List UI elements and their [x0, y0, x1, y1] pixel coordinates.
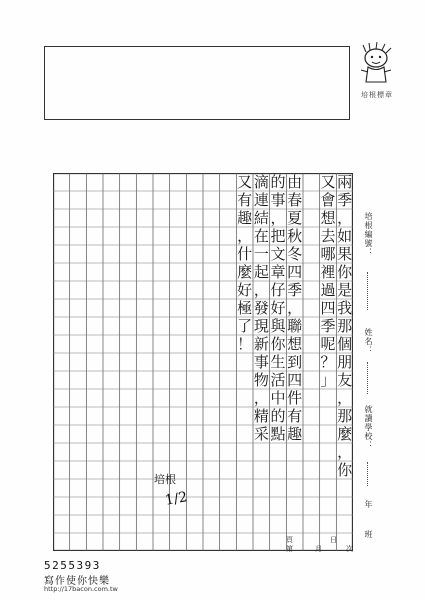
grid-character: 秋 [287, 227, 303, 245]
grid-character: 起 [253, 263, 269, 281]
grid-character: 呢 [320, 335, 336, 353]
grid-character: 四 [287, 263, 303, 281]
grid-character: 想 [287, 335, 303, 353]
grid-character: 冬 [287, 245, 303, 263]
footer-day: 日 [330, 536, 337, 544]
grid-character: 有 [237, 191, 253, 209]
grid-character: 連 [253, 191, 269, 209]
grid-character: 章 [270, 263, 286, 281]
grid-character: 又 [320, 173, 336, 191]
grid-character: 物 [253, 371, 269, 389]
website-url: http://17bacon.com.tw [44, 585, 118, 593]
grid-character: 麼 [237, 263, 253, 281]
grid-character: 件 [287, 389, 303, 407]
grid-character: 滴 [253, 173, 269, 191]
grid-character: 想 [320, 209, 336, 227]
grid-character: 好 [270, 299, 286, 317]
grid-character: 趣 [287, 425, 303, 443]
grid-character: 趣 [237, 209, 253, 227]
grid-character: 聯 [287, 317, 303, 335]
grid-character: 又 [237, 173, 253, 191]
grid-character: 裡 [320, 263, 336, 281]
grid-character: 點 [270, 425, 286, 443]
grid-character: 那 [337, 407, 353, 425]
grid-character: 去 [320, 227, 336, 245]
grid-character: 了 [237, 317, 253, 335]
grid-character: 兩 [337, 173, 353, 191]
teacher-signature: 培根 [154, 473, 176, 486]
footer-times: 次 [346, 545, 353, 553]
grid-character: 夏 [287, 209, 303, 227]
grid-character: 有 [287, 407, 303, 425]
grid-character: 的 [270, 407, 286, 425]
grid-character: 季 [320, 317, 336, 335]
grid-character: 你 [337, 461, 353, 479]
grid-character: 你 [337, 263, 353, 281]
writing-grid [53, 173, 353, 551]
grid-character: 好 [237, 281, 253, 299]
grid-character: 果 [337, 245, 353, 263]
grid-character: 哪 [320, 245, 336, 263]
grid-character: 到 [287, 353, 303, 371]
grid-character: 一 [253, 245, 269, 263]
grid-character: 結 [253, 209, 269, 227]
grid-character: 采 [253, 425, 269, 443]
grid-character: 」 [320, 371, 336, 389]
grid-character: ， [270, 209, 286, 227]
grid-character: 仔 [270, 281, 286, 299]
footer-month: 月 [315, 545, 322, 553]
teacher-mark: 1/2 [163, 489, 189, 509]
name-label: 姓名： [364, 328, 373, 355]
footer-page-prefix: 第 [286, 545, 293, 553]
grid-character: 過 [320, 281, 336, 299]
grid-character: 由 [287, 173, 303, 191]
grid-character: 四 [287, 371, 303, 389]
grid-character: 個 [337, 335, 353, 353]
grid-character: 你 [270, 335, 286, 353]
mascot-caption: 培根標章 [361, 91, 393, 99]
grid-character: ， [287, 299, 303, 317]
essay-code: 5255393 [44, 559, 101, 572]
teacher-id-label: 培根編號： [364, 212, 373, 257]
grid-character: 事 [270, 191, 286, 209]
grid-character: 什 [237, 245, 253, 263]
grid-character: 我 [337, 299, 353, 317]
grid-character: 文 [270, 245, 286, 263]
grid-character: 是 [337, 281, 353, 299]
grid-character: ， [337, 389, 353, 407]
grid-character: ， [337, 443, 353, 461]
grid-character: 麼 [337, 425, 353, 443]
grid-character: 季 [287, 281, 303, 299]
grid-character: ， [337, 209, 353, 227]
grid-character: 精 [253, 407, 269, 425]
grid-character: 發 [253, 299, 269, 317]
grid-character: ， [237, 227, 253, 245]
bacon-mascot-icon [356, 42, 396, 90]
grid-character: 生 [270, 353, 286, 371]
grid-character: 中 [270, 389, 286, 407]
grid-character: 如 [337, 227, 353, 245]
footer-page-unit: 頁 [286, 536, 293, 544]
grid-character: ， [253, 389, 269, 407]
school-line [367, 462, 368, 486]
grid-character: ！ [237, 335, 253, 353]
grid-character: 季 [337, 191, 353, 209]
school-label: 就讀學校： [364, 405, 373, 450]
comment-box [44, 46, 350, 120]
grid-character: 極 [237, 299, 253, 317]
class-label: 班 [364, 530, 373, 539]
grid-character: 的 [270, 173, 286, 191]
grid-character: 朋 [337, 353, 353, 371]
grid-character: 新 [253, 335, 269, 353]
grid-character: 春 [287, 191, 303, 209]
grid-character: ， [253, 281, 269, 299]
teacher-id-line [367, 272, 368, 310]
grid-character: 現 [253, 317, 269, 335]
grid-character: 在 [253, 227, 269, 245]
grid-lines [53, 173, 353, 551]
name-line [367, 362, 368, 394]
grid-character: 四 [320, 299, 336, 317]
grid-character: 把 [270, 227, 286, 245]
grid-character: 友 [337, 371, 353, 389]
grid-character: 事 [253, 353, 269, 371]
grid-character: 那 [337, 317, 353, 335]
grid-character: 活 [270, 371, 286, 389]
grid-character: 會 [320, 191, 336, 209]
grid-character: 與 [270, 317, 286, 335]
slogan: 寫作使你快樂 [44, 576, 110, 587]
grade-label: 年 [364, 500, 373, 509]
grid-character: ？ [320, 353, 336, 371]
